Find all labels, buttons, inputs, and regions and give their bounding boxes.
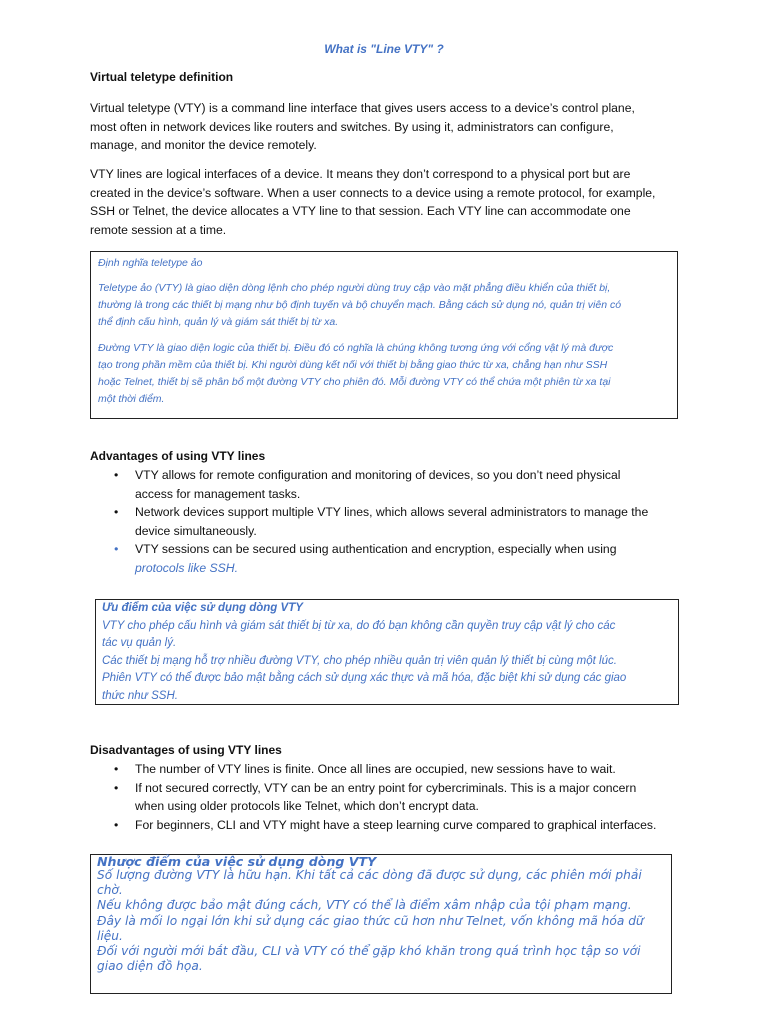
bullet-icon: • <box>114 505 119 520</box>
translation-paragraph-1 <box>98 280 670 331</box>
text-line: manage, and monitor the device remotely. <box>90 138 317 153</box>
text-line: thể định cấu hình, quản lý và giám sát thiết bị từ xa. <box>98 316 339 328</box>
definition-paragraph-1 <box>90 99 690 155</box>
translation-box-advantages <box>95 599 679 705</box>
list-item <box>90 760 680 779</box>
text-line: If not secured correctly, VTY can be an entry point for cybercriminals. This is a major concern <box>135 780 637 795</box>
list-item <box>90 503 680 540</box>
text-line: tạo trong phần mềm của thiết bị. Khi người dùng kết nối với thiết bị bằng giao thức từ xa, chẳng hạn như SSH <box>98 359 608 371</box>
translation-box-definition <box>90 251 678 419</box>
text-line: created in the device’s software. When a user connects to a device using a remote protocol, for example, <box>90 185 656 200</box>
list-item <box>90 779 680 816</box>
text-line: Đối với người mới bắt đầu, CLI và VTY có thể gặp khó khăn trong quá trình học tập so với <box>97 944 641 959</box>
advantages-list <box>90 466 680 578</box>
text-line: Teletype ảo (VTY) là giao diện dòng lệnh cho phép người dùng truy cập vào mặt phẳng điều khiển của thiết bị, <box>98 282 611 294</box>
text-line: Nếu không được bảo mật đúng cách, VTY có thể là điểm xâm nhập của tội phạm mạng. <box>97 898 632 913</box>
page-title: What is "Line VTY" ? <box>324 42 444 56</box>
section-heading-definition: Virtual teletype definition <box>90 70 234 84</box>
text-line: device simultaneously. <box>135 523 257 538</box>
text-line: Virtual teletype (VTY) is a command line interface that gives users access to a device’s control plane, <box>90 101 635 115</box>
translation-box-title: Ưu điểm của việc sử dụng dòng VTY <box>102 602 303 614</box>
text-line: VTY lines are logical interfaces of a device. It means they don’t correspond to a physical port but are <box>90 167 631 181</box>
text-line: The number of VTY lines is finite. Once all lines are occupied, new sessions have to wait. <box>135 762 616 776</box>
section-heading-disadvantages: Disadvantages of using VTY lines <box>90 743 282 757</box>
bullet-icon: • <box>114 762 119 776</box>
text-line: SSH or Telnet, the device allocates a VTY line to that session. Each VTY line can accommodate one <box>90 204 631 219</box>
list-item <box>90 540 680 577</box>
text-line: Các thiết bị mạng hỗ trợ nhiều đường VTY, cho phép nhiều quản trị viên quản lý thiết bị cùng một lúc. <box>102 654 617 667</box>
disadvantages-list <box>90 760 680 834</box>
text-line: access for management tasks. <box>135 486 301 501</box>
text-line: liệu. <box>97 928 123 943</box>
text-line: protocols like SSH. <box>135 560 238 575</box>
text-line: VTY allows for remote configuration and monitoring of devices, so you don’t need physical <box>135 468 621 482</box>
text-line: Đây là mối lo ngại lớn khi sử dụng các giao thức cũ hơn như Telnet, vốn không mã hóa dữ <box>97 913 644 928</box>
text-line: Đường VTY là giao diện logic của thiết bị. Điều đó có nghĩa là chúng không tương ứng với cổng vật lý mà được <box>98 342 614 354</box>
section-heading-advantages: Advantages of using VTY lines <box>90 449 266 463</box>
text-line: giao diện đồ họa. <box>97 959 203 974</box>
bullet-icon: • <box>114 542 119 557</box>
text-line: VTY cho phép cấu hình và giám sát thiết bị từ xa, do đó bạn không cần quyền truy cập vật lý cho các <box>102 619 616 632</box>
text-line: most often in network devices like routers and switches. By using it, administrators can configure, <box>90 119 614 134</box>
text-line: một thời điểm. <box>98 393 165 405</box>
text-line: Số lượng đường VTY là hữu hạn. Khi tất cả các dòng đã được sử dụng, các phiên mới phải <box>97 868 642 882</box>
list-item <box>90 466 680 503</box>
text-line: tác vụ quản lý. <box>102 637 177 650</box>
text-line: Network devices support multiple VTY lines, which allows several administrators to manage the <box>135 505 649 520</box>
text-line: when using older protocols like Telnet, which don’t encrypt data. <box>135 799 479 814</box>
text-line: chờ. <box>97 883 123 898</box>
translation-box-title: Nhược điểm của việc sử dụng dòng VTY <box>97 854 377 869</box>
text-line: remote session at a time. <box>90 222 227 237</box>
text-line: hoặc Telnet, thiết bị sẽ phân bổ một đường VTY cho phiên đó. Mỗi đường VTY có thể chứa một phiên từ xa tại <box>98 376 611 388</box>
translation-paragraph-2 <box>98 340 670 408</box>
definition-paragraph-2 <box>90 165 690 239</box>
bullet-icon: • <box>114 817 119 832</box>
list-item <box>90 816 680 835</box>
text-line: Phiên VTY có thể được bảo mật bằng cách sử dụng xác thực và mã hóa, đặc biệt khi sử dụng các giao <box>102 672 627 685</box>
bullet-icon: • <box>114 468 119 482</box>
text-line: thường là trong các thiết bị mạng như bộ định tuyến và bộ chuyển mạch. Bằng cách sử dụng nó, quản trị viên có <box>98 299 622 311</box>
text-line: thức như SSH. <box>102 689 178 702</box>
translation-box-disadvantages <box>90 854 672 994</box>
text-line: For beginners, CLI and VTY might have a steep learning curve compared to graphical interfaces. <box>135 817 657 832</box>
bullet-icon: • <box>114 780 119 795</box>
translation-box-title: Định nghĩa teletype ảo <box>98 257 203 269</box>
text-line: VTY sessions can be secured using authentication and encryption, especially when using <box>135 542 617 557</box>
